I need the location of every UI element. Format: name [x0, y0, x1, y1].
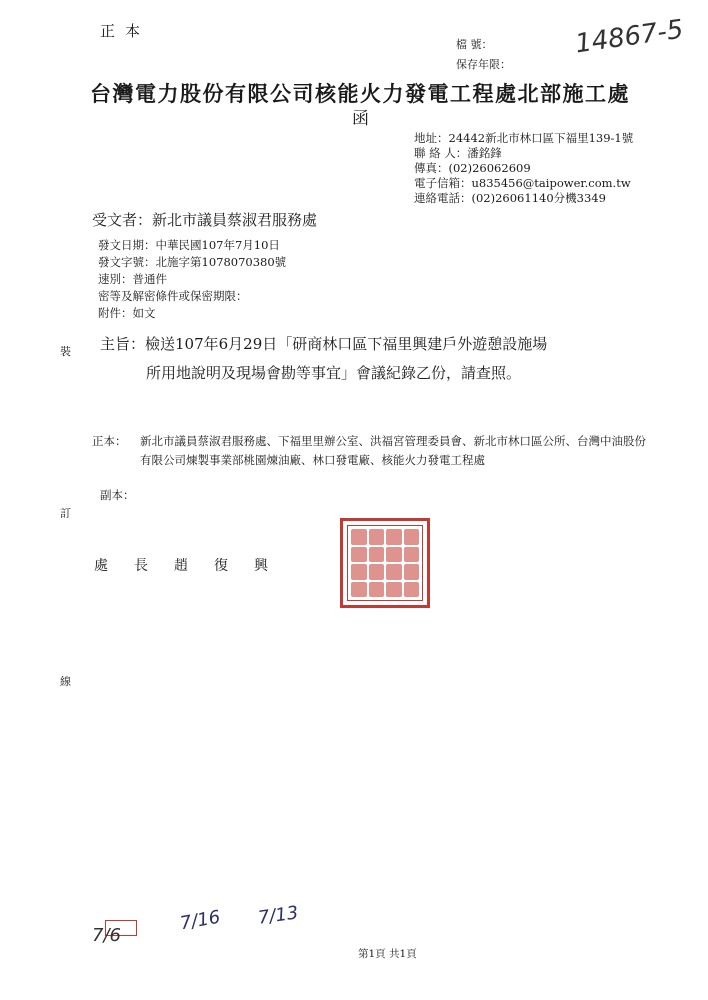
page-info: 第1頁 共1頁 — [358, 948, 417, 960]
contact-block — [414, 131, 633, 206]
file-number-label: 檔 號： — [456, 38, 493, 51]
official-seal — [340, 518, 430, 608]
document-meta — [98, 237, 286, 322]
delivery-speed: 速別：普通件 — [98, 272, 167, 286]
email: 電子信箱：u835456@taipower.com.tw — [414, 176, 631, 190]
cc-label: 正本： — [92, 434, 127, 448]
subject — [100, 330, 547, 388]
retention-label: 保存年限： — [456, 58, 511, 71]
staple-mark: 訂 — [60, 507, 71, 520]
handwritten-note-a: 7/6 — [92, 925, 121, 946]
document-type: 函 — [352, 109, 369, 129]
recipient: 受文者：新北市議員蔡淑君服務處 — [92, 211, 318, 229]
reference-number: 發文字號：北施字第1078070380號 — [98, 255, 287, 269]
phone: 連絡電話：(02)26061140分機3349 — [414, 191, 606, 205]
attachment: 附件：如文 — [98, 306, 156, 320]
distribution-original — [92, 432, 652, 470]
copy-mark: 正本 — [100, 22, 151, 40]
handwritten-note-c: 7/13 — [256, 902, 300, 929]
confidentiality: 密等及解密條件或保密期限： — [98, 289, 248, 303]
address: 地址：24442新北市林口區下福里139-1號 — [414, 131, 634, 145]
subject-line-2: 所用地說明及現場會勘等事宜」會議紀錄乙份，請查照。 — [146, 364, 522, 382]
contact-person: 聯 絡 人：潘銘鋒 — [414, 146, 502, 160]
bcc-label: 副本： — [100, 488, 135, 502]
line-mark: 線 — [60, 675, 71, 688]
organization-title: 台灣電力股份有限公司核能火力發電工程處北部施工處 — [90, 81, 630, 106]
issue-date: 發文日期：中華民國107年7月10日 — [98, 238, 280, 252]
fax: 傳真：(02)26062609 — [414, 161, 531, 175]
binding-mark: 裝 — [60, 345, 71, 358]
handwritten-file-number: 14867-5 — [573, 14, 686, 60]
cc-recipients: 新北市議員蔡淑君服務處、下福里里辦公室、洪福宮管理委員會、新北市林口區公所、台灣中油股份有限公司煉製事業部桃園煉油廠、林口發電廠、核能火力發電工程處 — [140, 434, 646, 467]
subject-line-1: 主旨：檢送107年6月29日「研商林口區下福里興建戶外遊憩設施場 — [100, 335, 548, 353]
handwritten-note-b: 7/16 — [178, 906, 222, 935]
director-signature: 處長趙復興 — [94, 558, 294, 574]
